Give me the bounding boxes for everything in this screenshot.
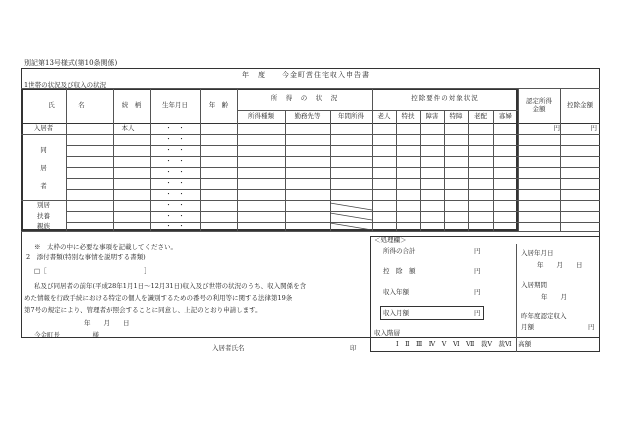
hatch-line <box>330 203 372 210</box>
hatch-line <box>330 213 372 220</box>
mayor-addressee: 今金町長 様 <box>34 331 99 339</box>
hatch-line <box>330 223 372 230</box>
table-col-rule <box>285 110 286 231</box>
move-in-date-label: 入居年月日 <box>521 249 554 257</box>
birthdate-field[interactable]: ・ ・ <box>165 200 185 209</box>
table-col-rule <box>468 110 469 231</box>
header-relation: 続 柄 <box>121 100 142 109</box>
move-in-date-value: 年 月 日 <box>537 261 583 269</box>
processing-divider <box>516 244 517 352</box>
form-reference: 別記第13号様式(第10条関係) <box>24 59 118 67</box>
last-year-income-label: 昨年度認定収入 <box>521 312 567 320</box>
unit-deduction-amount: 円 <box>590 123 597 132</box>
row-label-separate-3: 親族 <box>37 221 50 230</box>
income-rank-options[interactable]: Ⅰ Ⅱ Ⅲ Ⅳ Ⅴ Ⅵ Ⅶ 裁Ⅴ 裁Ⅵ 高額 <box>396 340 532 348</box>
residence-period-label: 入居期間 <box>521 281 547 289</box>
note-attachments: 2 添付書類(特別な事情を説明する書類) <box>26 253 146 261</box>
row-label-resident: 入居者 <box>33 123 54 132</box>
note-required-fields: ※ 太枠の中に必要な事項を記載してください。 <box>34 243 177 251</box>
row-relation-self: 本人 <box>121 123 135 132</box>
row-label-cohabitant-2: 居 <box>40 164 47 173</box>
birthdate-field[interactable]: ・ ・ <box>165 156 185 165</box>
row-label-separate-1: 別居 <box>37 200 50 209</box>
header-income-type: 所得種類 <box>248 111 274 120</box>
header-birthdate: 生年月日 <box>162 100 188 109</box>
applicant-name-label: 入居者氏名 <box>212 344 245 352</box>
table-rule <box>21 231 600 232</box>
table-col-rule <box>396 110 397 231</box>
header-age: 年 齢 <box>208 100 229 109</box>
consent-line-2: めた情報を行政手続における特定の個人を識別するための番号の利用等に関する法律第19条 <box>24 294 293 302</box>
table-col-rule <box>444 110 445 231</box>
row-label-cohabitant-1: 同 <box>40 146 47 155</box>
form-title: 年 度 今金町営住宅収入申告書 <box>242 71 370 79</box>
header-deduction-status: 控除要件の対象状況 <box>411 94 479 103</box>
header-workplace: 勤務先等 <box>294 111 321 120</box>
header-deduction-special-disability: 特障 <box>449 111 463 120</box>
header-deduction-amount: 控除金額 <box>567 100 593 109</box>
table-rule <box>66 189 600 190</box>
processing-monthly-income-label: 収入月額 <box>383 309 409 317</box>
processing-deduction-unit: 円 <box>474 267 481 275</box>
unit-certified-income: 円 <box>553 123 560 132</box>
birthdate-field[interactable]: ・ ・ <box>165 221 185 230</box>
hatched-cells <box>330 200 372 231</box>
header-name: 氏 名 <box>48 100 86 109</box>
table-rule <box>21 123 600 124</box>
table-rule <box>21 134 600 135</box>
table-rule <box>66 167 600 168</box>
processing-annual-income-label: 収入年額 <box>383 288 409 296</box>
header-deduction-special-dependent: 特扶 <box>401 111 415 120</box>
birthdate-field[interactable]: ・ ・ <box>165 123 185 132</box>
residence-period-value: 年 月 <box>541 293 567 301</box>
last-year-income-unit: 円 <box>588 323 595 331</box>
table-col-rule <box>493 110 494 231</box>
header-income-status: 所 得 の 状 況 <box>270 94 339 103</box>
seal-mark: 印 <box>350 344 357 352</box>
header-deduction-elderly: 老人 <box>377 111 391 120</box>
header-deduction-widow: 寡婦 <box>499 111 512 120</box>
row-label-separate-2: 扶養 <box>37 211 50 220</box>
table-rule <box>66 178 600 179</box>
birthdate-field[interactable]: ・ ・ <box>165 134 185 143</box>
application-date[interactable]: 年 月 日 <box>84 319 130 327</box>
income-rank-label: 収入階層 <box>374 329 400 337</box>
processing-total-income-unit: 円 <box>474 247 481 255</box>
table-rule <box>66 145 600 146</box>
header-annual-income: 年間所得 <box>338 111 364 120</box>
consent-line-3: 第7号の規定により、管理者が照会することに同意し、上記のとおり申請します。 <box>24 306 262 314</box>
processing-total-income-label: 所得の合計 <box>383 247 416 255</box>
processing-deduction-label: 控 除 額 <box>383 267 416 275</box>
header-deduction-disability: 障害 <box>425 111 439 120</box>
section-label: 1世帯の状況及び収入の状況 <box>24 81 107 89</box>
processing-title: ＜処理欄＞ <box>374 236 407 244</box>
consent-line-1: 私及び同居者の前年(平成28年1月1日〜12月31日)収入及び世帯の状況のうち、収入関係を含 <box>34 282 307 290</box>
processing-annual-income-unit: 円 <box>474 288 481 296</box>
birthdate-field[interactable]: ・ ・ <box>165 189 185 198</box>
header-certified-income: 認定所得金額 <box>526 97 552 113</box>
table-col-rule <box>420 110 421 231</box>
birthdate-field[interactable]: ・ ・ <box>165 145 185 154</box>
table-rule <box>66 156 600 157</box>
birthdate-field[interactable]: ・ ・ <box>165 211 185 220</box>
birthdate-field[interactable]: ・ ・ <box>165 178 185 187</box>
header-deduction-elderly-spouse: 老配 <box>474 111 487 120</box>
processing-monthly-income-unit: 円 <box>474 309 481 317</box>
table-rule <box>21 200 600 201</box>
last-year-income-label-2: 月額 <box>521 323 534 331</box>
attachment-checkbox-line[interactable]: □［ ］ <box>34 267 151 275</box>
row-label-cohabitant-3: 者 <box>40 182 47 191</box>
birthdate-field[interactable]: ・ ・ <box>165 167 185 176</box>
